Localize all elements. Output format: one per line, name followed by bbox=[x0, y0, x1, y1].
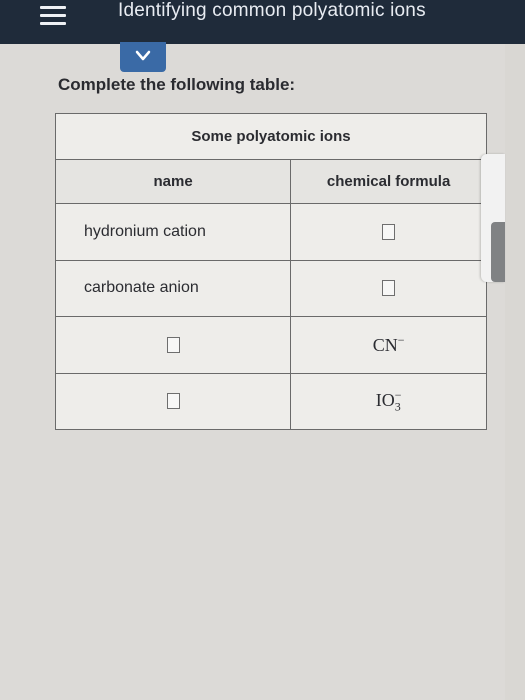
formula-answer-input[interactable] bbox=[382, 224, 395, 240]
hamburger-icon[interactable] bbox=[40, 6, 66, 26]
formula-cell bbox=[291, 204, 487, 260]
name-cell: hydronium cation bbox=[56, 204, 291, 260]
table-row bbox=[56, 317, 487, 373]
top-bar bbox=[0, 0, 525, 44]
formula-answer-input[interactable] bbox=[382, 280, 395, 296]
side-panel-tab[interactable] bbox=[481, 154, 505, 282]
table-row bbox=[56, 204, 487, 260]
column-header-name: name bbox=[56, 160, 291, 204]
name-answer-input[interactable] bbox=[167, 337, 180, 353]
polyatomic-ions-table bbox=[55, 113, 487, 430]
table-row bbox=[56, 260, 487, 316]
chemical-formula: $IO_3^-$ bbox=[375, 387, 402, 414]
table-row bbox=[56, 373, 487, 429]
page-title: Identifying common polyatomic ions bbox=[118, 0, 426, 21]
question-content bbox=[0, 44, 505, 700]
formula-cell bbox=[291, 373, 487, 429]
name-cell bbox=[56, 373, 291, 429]
formula-cell bbox=[291, 317, 487, 373]
name-answer-input[interactable] bbox=[167, 393, 180, 409]
chemical-formula: CN− bbox=[372, 333, 405, 356]
instruction-text: Complete the following table: bbox=[58, 75, 296, 94]
column-header-formula: chemical formula bbox=[291, 160, 487, 204]
name-cell bbox=[56, 317, 291, 373]
formula-cell bbox=[291, 260, 487, 316]
side-panel-handle[interactable] bbox=[491, 222, 505, 282]
name-cell: carbonate anion bbox=[56, 260, 291, 316]
chevron-down-icon bbox=[135, 50, 151, 62]
expand-button[interactable] bbox=[120, 42, 166, 72]
table-caption: Some polyatomic ions bbox=[56, 114, 487, 160]
